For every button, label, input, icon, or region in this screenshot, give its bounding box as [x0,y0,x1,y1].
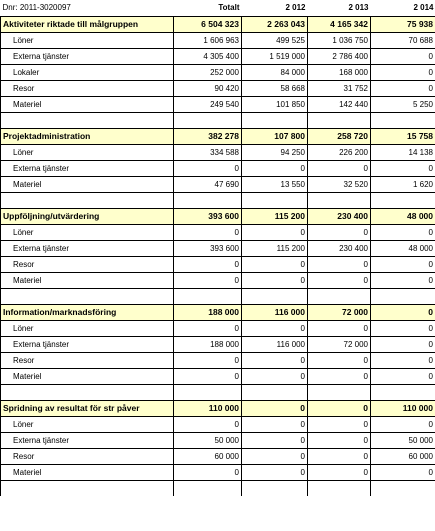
value-cell: 0 [371,416,435,432]
section-total-cell: 2 263 043 [242,16,308,32]
row-label: Löner [1,144,174,160]
spacer-cell [308,112,371,128]
value-cell: 0 [371,336,435,352]
row-label: Resor [1,80,174,96]
spacer-cell [174,192,242,208]
spacer-cell [371,288,435,304]
section-total-cell: 0 [308,400,371,416]
section-total-cell: 188 000 [174,304,242,320]
row-label: Materiel [1,368,174,384]
spacer-cell [242,192,308,208]
section-total-cell: 0 [371,304,435,320]
section-header-row [1,400,435,416]
value-cell: 50 000 [174,432,242,448]
header-2012: 2 012 [285,3,306,13]
value-cell: 72 000 [308,336,371,352]
section-title: Uppföljning/utvärdering [1,208,174,224]
table-row [1,368,435,384]
value-cell: 499 525 [242,32,308,48]
spacer-cell [242,112,308,128]
value-cell: 0 [242,256,308,272]
table-row [1,432,435,448]
table-row [1,464,435,480]
spacer-cell [308,480,371,496]
spacer-cell [308,384,371,400]
value-cell: 0 [242,464,308,480]
value-cell: 0 [174,256,242,272]
row-label: Löner [1,320,174,336]
table-row [1,144,435,160]
spacer-cell [1,192,174,208]
value-cell: 0 [242,272,308,288]
value-cell: 32 520 [308,176,371,192]
value-cell: 50 000 [371,432,435,448]
value-cell: 0 [308,256,371,272]
row-label: Resor [1,448,174,464]
section-header-row [1,304,435,320]
table-row [1,320,435,336]
section-header-row [1,208,435,224]
value-cell: 0 [174,320,242,336]
value-cell: 0 [242,160,308,176]
row-label: Lokaler [1,64,174,80]
spacer-cell [371,384,435,400]
spacer-row [1,112,435,128]
value-cell: 0 [242,224,308,240]
row-label: Externa tjänster [1,160,174,176]
value-cell: 0 [174,352,242,368]
spacer-cell [1,384,174,400]
value-cell: 101 850 [242,96,308,112]
value-cell: 1 519 000 [242,48,308,64]
section-total-cell: 116 000 [242,304,308,320]
spacer-row [1,480,435,496]
header-2013: 2 013 [348,3,369,13]
section-title: Information/marknadsföring [1,304,174,320]
value-cell: 0 [371,464,435,480]
value-cell: 0 [308,272,371,288]
value-cell: 142 440 [308,96,371,112]
section-total-cell: 75 938 [371,16,435,32]
header-row [1,0,435,16]
spacer-cell [1,288,174,304]
section-header-row [1,128,435,144]
value-cell: 60 000 [174,448,242,464]
spacer-cell [308,288,371,304]
spacer-cell [174,480,242,496]
section-total-cell: 72 000 [308,304,371,320]
row-label: Externa tjänster [1,240,174,256]
value-cell: 0 [242,320,308,336]
value-cell: 70 688 [371,32,435,48]
value-cell: 84 000 [242,64,308,80]
section-header-row [1,16,435,32]
section-title: Spridning av resultat för str påver [1,400,174,416]
value-cell: 0 [371,368,435,384]
value-cell: 0 [174,416,242,432]
header-totalt: Totalt [218,3,240,13]
value-cell: 2 786 400 [308,48,371,64]
table-row [1,32,435,48]
value-cell: 14 138 [371,144,435,160]
row-label: Materiel [1,96,174,112]
value-cell: 334 588 [174,144,242,160]
row-label: Externa tjänster [1,48,174,64]
value-cell: 58 668 [242,80,308,96]
budget-table-body [1,0,435,496]
table-row [1,80,435,96]
value-cell: 5 250 [371,96,435,112]
header-2014: 2 014 [413,3,434,13]
value-cell: 115 200 [242,240,308,256]
spacer-cell [371,112,435,128]
value-cell: 230 400 [308,240,371,256]
value-cell: 47 690 [174,176,242,192]
value-cell: 0 [174,464,242,480]
value-cell: 4 305 400 [174,48,242,64]
row-label: Materiel [1,464,174,480]
table-row [1,448,435,464]
section-total-cell: 107 800 [242,128,308,144]
value-cell: 31 752 [308,80,371,96]
value-cell: 226 200 [308,144,371,160]
row-label: Löner [1,32,174,48]
spacer-cell [242,480,308,496]
spacer-cell [242,288,308,304]
section-total-cell: 115 200 [242,208,308,224]
spacer-cell [371,480,435,496]
value-cell: 0 [308,464,371,480]
value-cell: 1 036 750 [308,32,371,48]
spacer-cell [174,288,242,304]
value-cell: 188 000 [174,336,242,352]
value-cell: 0 [371,352,435,368]
spacer-row [1,192,435,208]
spacer-cell [371,192,435,208]
row-label: Löner [1,224,174,240]
dnr-label: Dnr: 2011-3020097 [2,3,71,13]
section-total-cell: 0 [242,400,308,416]
spacer-row [1,384,435,400]
value-cell: 0 [174,368,242,384]
section-title: Aktiviteter riktade till målgruppen [1,16,174,32]
value-cell: 0 [371,64,435,80]
value-cell: 0 [308,416,371,432]
section-total-cell: 4 165 342 [308,16,371,32]
table-row [1,96,435,112]
value-cell: 168 000 [308,64,371,80]
value-cell: 0 [242,416,308,432]
value-cell: 0 [371,48,435,64]
spacer-row [1,288,435,304]
row-label: Löner [1,416,174,432]
row-label: Externa tjänster [1,432,174,448]
value-cell: 0 [371,80,435,96]
spacer-cell [308,192,371,208]
section-total-cell: 48 000 [371,208,435,224]
value-cell: 0 [371,160,435,176]
value-cell: 60 000 [371,448,435,464]
value-cell: 90 420 [174,80,242,96]
value-cell: 252 000 [174,64,242,80]
section-total-cell: 110 000 [174,400,242,416]
value-cell: 94 250 [242,144,308,160]
row-label: Resor [1,256,174,272]
spacer-cell [1,112,174,128]
value-cell: 0 [308,160,371,176]
section-total-cell: 382 278 [174,128,242,144]
value-cell: 13 550 [242,176,308,192]
value-cell: 0 [371,256,435,272]
value-cell: 0 [308,352,371,368]
section-total-cell: 6 504 323 [174,16,242,32]
value-cell: 1 606 963 [174,32,242,48]
value-cell: 393 600 [174,240,242,256]
value-cell: 0 [242,448,308,464]
value-cell: 0 [371,224,435,240]
spacer-cell [242,384,308,400]
table-row [1,336,435,352]
table-row [1,48,435,64]
table-row [1,240,435,256]
row-label: Externa tjänster [1,336,174,352]
table-row [1,352,435,368]
value-cell: 0 [242,432,308,448]
spacer-cell [174,384,242,400]
table-row [1,272,435,288]
section-total-cell: 230 400 [308,208,371,224]
section-total-cell: 15 758 [371,128,435,144]
table-row [1,224,435,240]
section-total-cell: 393 600 [174,208,242,224]
value-cell: 0 [174,272,242,288]
value-cell: 0 [308,320,371,336]
spacer-cell [174,112,242,128]
row-label: Materiel [1,176,174,192]
value-cell: 0 [308,368,371,384]
value-cell: 0 [174,224,242,240]
value-cell: 48 000 [371,240,435,256]
value-cell: 0 [371,320,435,336]
value-cell: 1 620 [371,176,435,192]
value-cell: 249 540 [174,96,242,112]
table-row [1,160,435,176]
value-cell: 0 [242,352,308,368]
value-cell: 0 [242,368,308,384]
value-cell: 0 [174,160,242,176]
table-row [1,176,435,192]
table-row [1,416,435,432]
value-cell: 0 [308,448,371,464]
section-total-cell: 110 000 [371,400,435,416]
value-cell: 116 000 [242,336,308,352]
row-label: Resor [1,352,174,368]
value-cell: 0 [308,432,371,448]
row-label: Materiel [1,272,174,288]
section-title: Projektadministration [1,128,174,144]
table-row [1,256,435,272]
table-row [1,64,435,80]
spacer-cell [1,480,174,496]
value-cell: 0 [371,272,435,288]
value-cell: 0 [308,224,371,240]
section-total-cell: 258 720 [308,128,371,144]
